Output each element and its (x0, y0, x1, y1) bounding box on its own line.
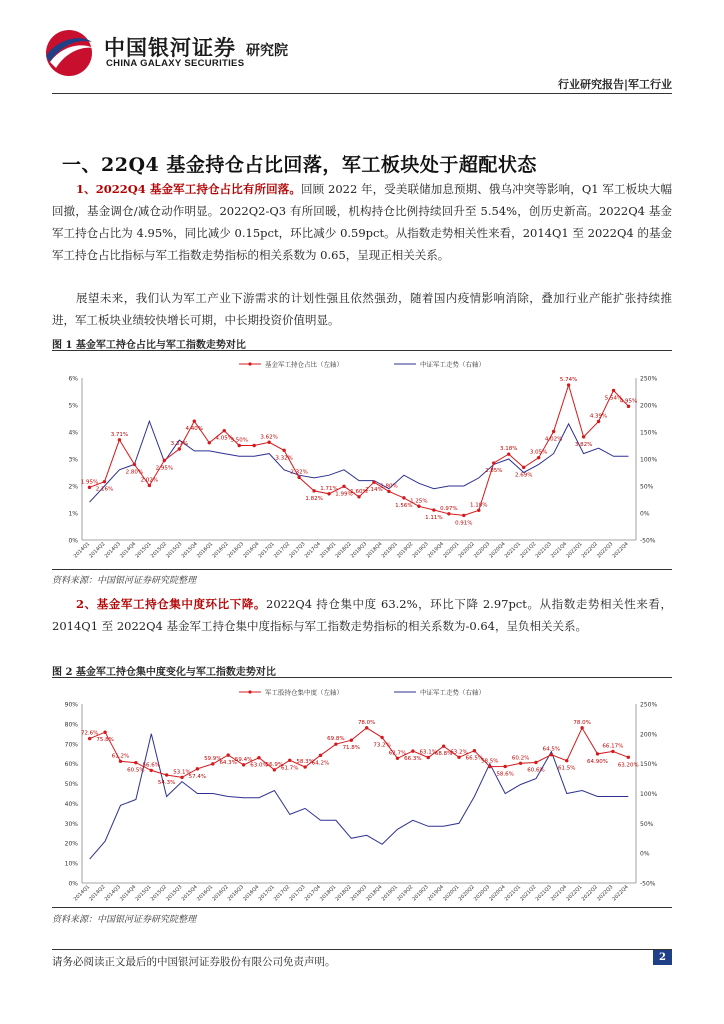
data-point (442, 744, 445, 747)
data-point (387, 490, 390, 493)
figure-1-title: 图 1 基金军工持仓占比与军工指数走势对比 (52, 340, 246, 351)
x-tick-label: 2016Q3 (226, 884, 245, 903)
data-label: 2.80% (125, 469, 144, 476)
data-point (411, 749, 414, 752)
x-tick-label: 2021Q2 (519, 541, 538, 560)
x-tick-label: 2022Q2 (580, 541, 599, 560)
data-point (180, 776, 183, 779)
x-tick-label: 2018Q1 (319, 541, 338, 560)
y-right-tick-label: 250% (640, 701, 658, 709)
data-point (303, 765, 306, 768)
data-point (334, 742, 337, 745)
figure-2-title: 图 2 基金军工持仓集中度变化与军工指数走势对比 (52, 667, 276, 678)
legend-label-series-2: 中证军工走势（右轴） (420, 688, 485, 697)
data-point (522, 466, 525, 469)
data-label: 3.50% (230, 437, 248, 444)
x-tick-label: 2019Q4 (426, 541, 446, 560)
x-tick-label: 2019Q1 (380, 884, 399, 903)
x-tick-label: 2020Q1 (442, 541, 461, 560)
data-point (507, 452, 510, 455)
y-left-tick-label: 90% (64, 701, 78, 709)
data-point (148, 484, 151, 487)
section-title: 一、22Q4 基金持仓占比回落，军工板块处于超配状态 (62, 154, 537, 176)
data-label: 1.80% (380, 483, 398, 490)
x-tick-label: 2020Q3 (472, 884, 492, 903)
brand-name-cn: 中国银河证券 (104, 36, 236, 60)
page-number: 2 (653, 950, 672, 965)
data-label: 58.5% (481, 758, 499, 765)
x-tick-label: 2016Q3 (226, 541, 245, 560)
data-label: 58.3% (296, 759, 314, 766)
data-label: 61.2% (111, 753, 130, 760)
data-label: 0.91% (455, 520, 473, 527)
data-point (103, 731, 106, 734)
data-label: 68.8% (434, 751, 453, 758)
x-tick-label: 2018Q4 (365, 541, 384, 560)
y-right-tick-label: 100% (640, 456, 658, 464)
figure-1-divider (52, 350, 672, 351)
x-tick-label: 2014Q3 (103, 541, 122, 560)
data-label: 62.7% (388, 750, 407, 757)
data-label: 60.5% (127, 767, 145, 774)
data-point (312, 489, 315, 492)
y-right-tick-label: 200% (640, 402, 658, 410)
paragraph-3-body: 2022Q4 持仓集中度 63.2%，环比下降 2.97pct。从指数走势相关性来看，2014Q1 至 2022Q4 基金军工持仓集中度指标与军工指数走势指标的相关系数为-0.64，呈负相关关系。 (52, 597, 672, 633)
data-label: 1.82% (305, 495, 323, 502)
y-right-tick-label: 50% (640, 483, 654, 491)
data-point (257, 756, 260, 759)
x-tick-label: 2022Q4 (611, 541, 630, 560)
y-right-tick-label: 250% (640, 375, 658, 383)
data-label: 2.69% (514, 472, 533, 479)
y-left-tick-label: 20% (64, 840, 78, 848)
data-point (223, 429, 226, 432)
data-label: 78.0% (357, 719, 376, 726)
data-label: 3.71% (110, 431, 129, 438)
data-label: 4.95% (619, 398, 638, 405)
y-right-tick-label: 50% (640, 820, 654, 828)
data-point (163, 459, 166, 462)
x-tick-label: 2017Q2 (272, 884, 292, 903)
data-point (193, 420, 196, 423)
data-label: 66.3% (404, 756, 422, 763)
data-point (119, 760, 122, 763)
x-tick-label: 2019Q3 (411, 884, 430, 903)
y-left-tick-label: 5% (68, 402, 78, 410)
data-label: 5.74% (559, 377, 578, 384)
x-tick-label: 2017Q3 (288, 884, 307, 903)
y-left-tick-label: 6% (68, 375, 78, 383)
data-point (134, 761, 137, 764)
x-tick-label: 2019Q4 (426, 884, 446, 903)
x-tick-label: 2020Q4 (488, 884, 507, 903)
x-tick-label: 2016Q4 (242, 541, 261, 560)
paragraph-3-lead: 2、基金军工持仓集中度环比下降。 (76, 597, 267, 611)
data-point (567, 383, 570, 386)
x-tick-label: 2016Q1 (195, 884, 215, 903)
data-point (196, 767, 199, 770)
data-label: 64.3% (219, 760, 237, 767)
data-label: 63.2% (450, 749, 468, 756)
y-right-tick-label: 150% (640, 429, 658, 437)
y-left-tick-label: 3% (68, 456, 78, 464)
legend-label-series-1: 基金军工持仓占比（左轴） (265, 360, 343, 369)
x-tick-label: 2017Q2 (272, 541, 292, 560)
data-label: 63.0% (250, 762, 268, 769)
x-tick-label: 2020Q4 (488, 541, 507, 560)
x-tick-label: 2015Q2 (149, 541, 169, 560)
data-point (226, 753, 229, 756)
data-point (580, 726, 583, 729)
data-label: 54.3% (157, 780, 176, 787)
figure-2-divider (52, 677, 672, 678)
y-left-tick-label: 70% (64, 741, 78, 749)
y-right-tick-label: 100% (640, 791, 658, 798)
x-tick-label: 2021Q4 (549, 541, 569, 560)
data-label: 64.5% (542, 746, 561, 753)
data-label: 1.56% (395, 502, 413, 509)
y-right-tick-label: 200% (640, 731, 658, 739)
data-label: 2.95% (155, 465, 174, 472)
data-label: 3.32% (275, 455, 293, 462)
data-point (612, 389, 615, 392)
data-label: 61.7% (281, 765, 299, 772)
data-label: 57.4% (188, 773, 207, 780)
y-left-tick-label: 4% (68, 429, 78, 437)
data-point (242, 763, 245, 766)
data-label: 60.6% (527, 767, 545, 774)
data-point (565, 759, 568, 762)
x-tick-label: 2014Q2 (88, 541, 107, 560)
data-point (417, 505, 420, 508)
data-label: 53.1% (173, 769, 191, 776)
x-tick-label: 2019Q2 (396, 884, 415, 903)
x-tick-label: 2022Q4 (611, 884, 630, 903)
y-left-tick-label: 40% (64, 800, 78, 808)
data-point (252, 444, 255, 447)
data-point (447, 512, 450, 515)
data-point (297, 476, 300, 479)
y-left-tick-label: 30% (64, 820, 78, 828)
x-tick-label: 2016Q1 (195, 541, 215, 560)
x-tick-label: 2020Q2 (457, 884, 476, 903)
data-label: 63.20% (617, 762, 639, 769)
x-tick-label: 2020Q3 (472, 541, 492, 560)
y-right-tick-label: -50% (640, 880, 656, 888)
data-point (462, 514, 465, 517)
data-point (473, 749, 476, 752)
x-tick-label: 2022Q2 (580, 884, 599, 903)
data-point (550, 753, 553, 756)
figure-1-source: 资料来源：中国银河证券研究院整理 (52, 576, 197, 586)
data-label: 66.17% (602, 743, 624, 750)
x-tick-label: 2017Q4 (303, 884, 322, 903)
data-label: 78.0% (573, 719, 591, 726)
data-label: 60.2% (511, 755, 530, 762)
data-point (319, 754, 322, 757)
data-point (178, 447, 181, 450)
data-label: 5.54% (604, 395, 623, 402)
data-point (477, 509, 480, 512)
y-left-tick-label: 80% (64, 721, 78, 729)
data-label: 4.39% (589, 413, 608, 420)
x-tick-label: 2017Q3 (288, 541, 307, 560)
data-point (492, 461, 495, 464)
x-tick-label: 2019Q3 (411, 541, 430, 560)
data-point (432, 508, 435, 511)
paragraph-2: 展望未来，我们认为军工产业下游需求的计划性强且依然强劲，随着国内疫情影响消除，叠加行业产能扩张持续推进，军工板块业绩较快增长可期，中长期投资价值明显。 (52, 291, 672, 327)
galaxy-logo-icon (42, 28, 96, 78)
data-point (103, 480, 106, 483)
data-label: 71.8% (342, 745, 361, 752)
data-point (582, 435, 585, 438)
data-point (372, 481, 375, 484)
x-tick-label: 2016Q2 (211, 884, 230, 903)
data-point (519, 762, 522, 765)
x-tick-label: 2018Q1 (319, 884, 338, 903)
figure-2-chart (52, 682, 672, 906)
data-label: 69.8% (327, 736, 345, 743)
x-tick-label: 2018Q2 (334, 884, 353, 903)
y-right-tick-label: 0% (640, 510, 650, 518)
institute-name: 研究院 (246, 43, 288, 59)
data-point (503, 765, 506, 768)
x-tick-label: 2015Q3 (165, 541, 184, 560)
x-tick-label: 2014Q1 (72, 884, 92, 903)
data-point (208, 441, 211, 444)
data-point (118, 438, 121, 441)
x-tick-label: 2019Q1 (380, 541, 399, 560)
data-label: 1.25% (410, 498, 428, 505)
paragraph-1-body: 回顾 2022 年，受美联储加息预期、俄乌冲突等影响，Q1 军工板块大幅回撤，基金调仓/减仓动作明显。2022Q2-Q3 有所回暖，机构持仓比例持续回升至 5.54%，创历史新高。2022Q4 基金军工持仓占比为 4.95%，同比减少 0.15pct，环比减少 0.59pct。从指数走势相关性来看，2014Q1 至 2022Q4 的基金军工持仓占比指标与军工指数走势指标的相关系数为 0.65，呈现正相关关系。 (52, 182, 672, 262)
data-label: 59.4% (234, 756, 253, 763)
legend-marker-red (248, 690, 251, 693)
y-left-tick-label: 50% (64, 781, 78, 789)
x-tick-label: 2018Q4 (365, 884, 384, 903)
data-point (288, 759, 291, 762)
x-tick-label: 2021Q1 (503, 541, 522, 560)
data-label: 75.8% (96, 737, 114, 744)
data-label: 2.16% (95, 486, 114, 493)
data-label: 4.05% (215, 435, 233, 442)
data-label: 0.97% (440, 505, 458, 512)
brand-name-en: CHINA GALAXY SECURITIES (106, 58, 245, 69)
y-right-tick-label: -50% (640, 537, 656, 545)
x-tick-label: 2015Q1 (134, 541, 153, 560)
figure-2-source: 资料来源：中国银河证券研究院整理 (52, 915, 197, 925)
x-tick-label: 2016Q4 (242, 884, 261, 903)
data-label: 1.99% (335, 491, 353, 498)
data-point (396, 757, 399, 760)
footer-divider (52, 949, 672, 950)
x-tick-label: 2014Q3 (103, 884, 122, 903)
x-tick-label: 2020Q2 (457, 541, 476, 560)
data-point (597, 420, 600, 423)
x-tick-label: 2020Q1 (442, 884, 461, 903)
data-point (267, 441, 270, 444)
data-point (552, 430, 555, 433)
data-point (611, 750, 614, 753)
y-left-tick-label: 0% (68, 880, 78, 888)
x-tick-label: 2015Q4 (180, 884, 199, 903)
x-tick-label: 2022Q1 (565, 884, 584, 903)
data-label: 2.14% (365, 487, 383, 494)
x-tick-label: 2018Q3 (349, 884, 369, 903)
footer-disclaimer: 请务必阅读正文最后的中国银河证券股份有限公司免责声明。 (52, 956, 336, 968)
data-label: 61.5% (558, 765, 576, 772)
data-point (165, 773, 168, 776)
x-tick-label: 2021Q3 (534, 884, 553, 903)
data-point (350, 738, 353, 741)
data-label: 3.18% (499, 446, 518, 453)
data-label: 73.2% (373, 742, 391, 749)
data-point (357, 495, 360, 498)
x-tick-label: 2019Q2 (396, 541, 415, 560)
data-label: 2.02% (140, 477, 159, 484)
y-right-tick-label: 0% (640, 850, 650, 858)
x-tick-label: 2022Q1 (565, 541, 584, 560)
x-tick-label: 2021Q2 (519, 884, 538, 903)
data-point (380, 736, 383, 739)
figure-1-chart (52, 356, 672, 568)
data-label: 64.2% (311, 760, 330, 767)
x-tick-label: 2016Q2 (211, 541, 230, 560)
data-label: 56.9% (265, 761, 284, 768)
data-label: 72.6% (80, 730, 99, 737)
x-tick-label: 2014Q2 (88, 884, 107, 903)
data-point (488, 765, 491, 768)
data-label: 66.5% (465, 755, 484, 762)
data-label: 3.82% (574, 441, 593, 448)
x-tick-label: 2021Q3 (534, 541, 553, 560)
data-point (627, 756, 630, 759)
data-point (282, 449, 285, 452)
y-left-tick-label: 2% (68, 483, 78, 491)
data-label: 64.90% (587, 758, 609, 765)
x-tick-label: 2014Q4 (119, 541, 138, 560)
data-label: 3.05% (529, 449, 548, 456)
x-tick-label: 2018Q3 (349, 541, 369, 560)
data-label: 2.85% (485, 468, 503, 475)
data-label: 1.60% (350, 488, 368, 495)
x-tick-label: 2014Q4 (119, 884, 138, 903)
x-tick-label: 2014Q1 (72, 541, 92, 560)
data-point (627, 405, 630, 408)
data-label: 2.32% (290, 469, 308, 476)
data-label: 3.62% (260, 434, 278, 441)
legend-label-series-2: 中证军工走势（右轴） (420, 360, 485, 369)
figure-2-bottom-divider (52, 907, 672, 908)
data-point (365, 726, 368, 729)
data-label: 59.9% (204, 755, 222, 762)
data-point (273, 768, 276, 771)
x-tick-label: 2022Q3 (596, 541, 615, 560)
x-tick-label: 2017Q1 (257, 541, 276, 560)
y-left-tick-label: 1% (68, 510, 78, 518)
data-label: 1.11% (425, 515, 443, 522)
data-point (427, 756, 430, 759)
data-point (150, 769, 153, 772)
header-divider (52, 93, 672, 94)
x-tick-label: 2015Q2 (149, 884, 169, 903)
x-tick-label: 2021Q4 (549, 884, 569, 903)
data-point (342, 485, 345, 488)
data-point (457, 756, 460, 759)
data-label: 3.37% (170, 441, 189, 448)
y-left-tick-label: 10% (64, 860, 78, 868)
data-point (211, 762, 214, 765)
x-tick-label: 2015Q3 (165, 884, 184, 903)
paragraph-3 (52, 593, 672, 637)
x-tick-label: 2021Q1 (503, 884, 522, 903)
legend-marker-red (248, 362, 251, 365)
data-point (534, 761, 537, 764)
data-point (238, 444, 241, 447)
paragraph-1-lead: 1、2022Q4 基金军工持仓占比有所回落。 (76, 182, 301, 196)
data-point (88, 486, 91, 489)
data-label: 1.71% (320, 485, 338, 492)
x-tick-label: 2022Q3 (596, 884, 615, 903)
data-point (88, 737, 91, 740)
y-left-tick-label: 0% (68, 537, 78, 545)
data-label: 4.40% (185, 426, 204, 433)
x-tick-label: 2017Q1 (257, 884, 276, 903)
data-point (537, 456, 540, 459)
data-label: 1.10% (470, 502, 488, 509)
data-label: 4.02% (544, 436, 563, 443)
data-label: 56.6% (142, 762, 160, 769)
data-point (133, 463, 136, 466)
x-tick-label: 2015Q1 (134, 884, 153, 903)
data-point (327, 492, 330, 495)
figure-1-bottom-divider (52, 569, 672, 570)
data-label: 63.1% (419, 749, 437, 756)
report-type: 行业研究报告|军工行业 (557, 78, 672, 91)
x-tick-label: 2015Q4 (180, 541, 199, 560)
data-point (596, 752, 599, 755)
legend-label-series-1: 军工股持仓集中度（左轴） (265, 688, 343, 697)
data-point (402, 496, 405, 499)
y-left-tick-label: 60% (64, 761, 78, 769)
paragraph-1 (52, 178, 672, 266)
x-tick-label: 2017Q4 (303, 541, 322, 560)
data-label: 1.95% (80, 479, 99, 486)
data-label: 58.6% (496, 771, 514, 778)
y-right-tick-label: 150% (640, 761, 658, 769)
x-tick-label: 2018Q2 (334, 541, 353, 560)
